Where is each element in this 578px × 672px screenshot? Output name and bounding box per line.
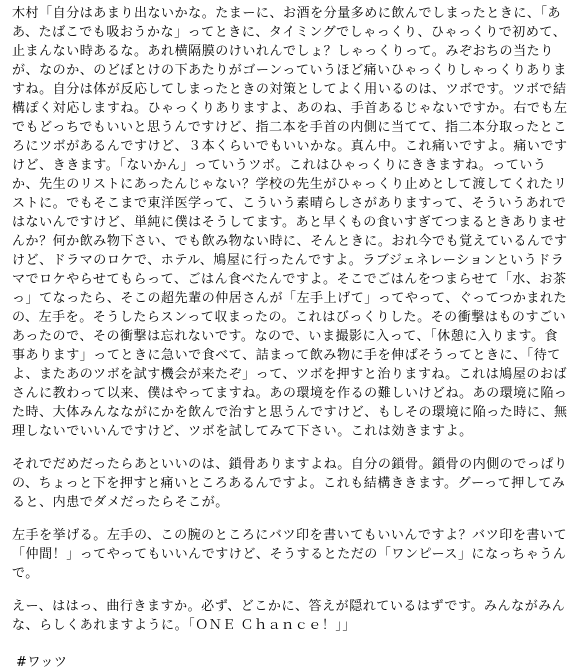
hashtag: #ワッツ [16, 655, 68, 670]
paragraph-sakotsu: それでだめだったらあといいのは、鎖骨ありますよね。自分の鎖骨。鎖骨の内側のでっぱりの、ちょっと下を押すと痛いところあるんですよ。これも結構ききます。グーって押してみると、内患でダメだったらそこが。 [12, 457, 568, 510]
paragraph-left-hand: 左手を挙げる。左手の、この腕のところにバツ印を書いてもいいんですよ？バツ印を書いて「仲間！」ってやってもいいんですけど、そうするとただの「ワンピース」になっちゃうんで。 [12, 528, 568, 581]
paragraph-closing: えー、ははっ、曲行きますか。必ず、どこかに、答えが隠れているはずです。みんながみんな、らしくあれますように。「ＯＮＥ Ｃｈａｎｃｅ！」」 [12, 599, 566, 633]
paragraph-kimura-tsubo: 木村「自分はあまり出ないかな。たまーに、お酒を分量多めに飲んでしまったときに、「ああ、たばこでも吸おうかな」ってときに、タイミングでしゃっくり、ひゃっくりで初めて、止まんない時あるな。あれ横隔膜のけいれんでしょ？しゃっくりって。みぞおちの当たりが、なのか、のどぼとけの下あたりがゴーンっていうほど痛いひゃっくりしゃっくりありますね。自分は体が反応してしまったときの対策としてよく用いるのは、ツボです。ツボで結構ぽく対応しますね。ひゃっくりありますよ、あのね、手首あるじゃないですか。右でも左でもどっちでもいいと思うんですけど、指二本を手首の内側に当てて、指二本分取ったところにツボがあるんですけど、３本くらいでもいいかな。真ん中。これ痛いですよ。痛いですけど、ききます。「ないかん」っていうツボ。これはひゃっくりにききますね。っていうか、先生のリストにあったんじゃない？学校の先生がひゃっくり止めとして渡してくれたリストに。でもそこまで東洋医学って、こういう素晴らしさがありますって、そういうあれではないんですけど、単純に僕はそうしてます。あと早くもの食いすぎてつまるときありませんか？何か飲み物下さい、でも飲み物ない時に、そんときに。おれ今でも覚えているんですけど、ドラマのロケで、ホテル、鳩屋に行ったんですよ。ラブジェネレーションというドラマでロケやらせてもらって、ごはん食べたんですよ。そこでごはんをつまらせて「水、お茶っ」てなったら、そこの超先輩の仲居さんが「左手上げて」ってやって、ぐってつかまれたの、左手を。そうしたらスンって収まったの。これはびっくりした。その衝撃はものすごいあったので、その衝撃は忘れないです。なので、いま撮影に入って、「休憩に入ります。食事あります」ってときに急いで食べて、詰まって飲み物に手を伸ばそうってときに、「待てよ、またあのツボを試す機会が来たぞ」って、ツボを押すと治りますね。これは鳩屋のおばさんに教わって以来、僕はやってますね。あの環境を作るの難しいけどね。あの環境に陥った時、大体みんなながにかを飲んで治すと思うんですけど、もしその環境に陥った時に、無理しないでいいんですけど、ツボを試してみて下さい。これは効きますよ。 [12, 6, 568, 439]
